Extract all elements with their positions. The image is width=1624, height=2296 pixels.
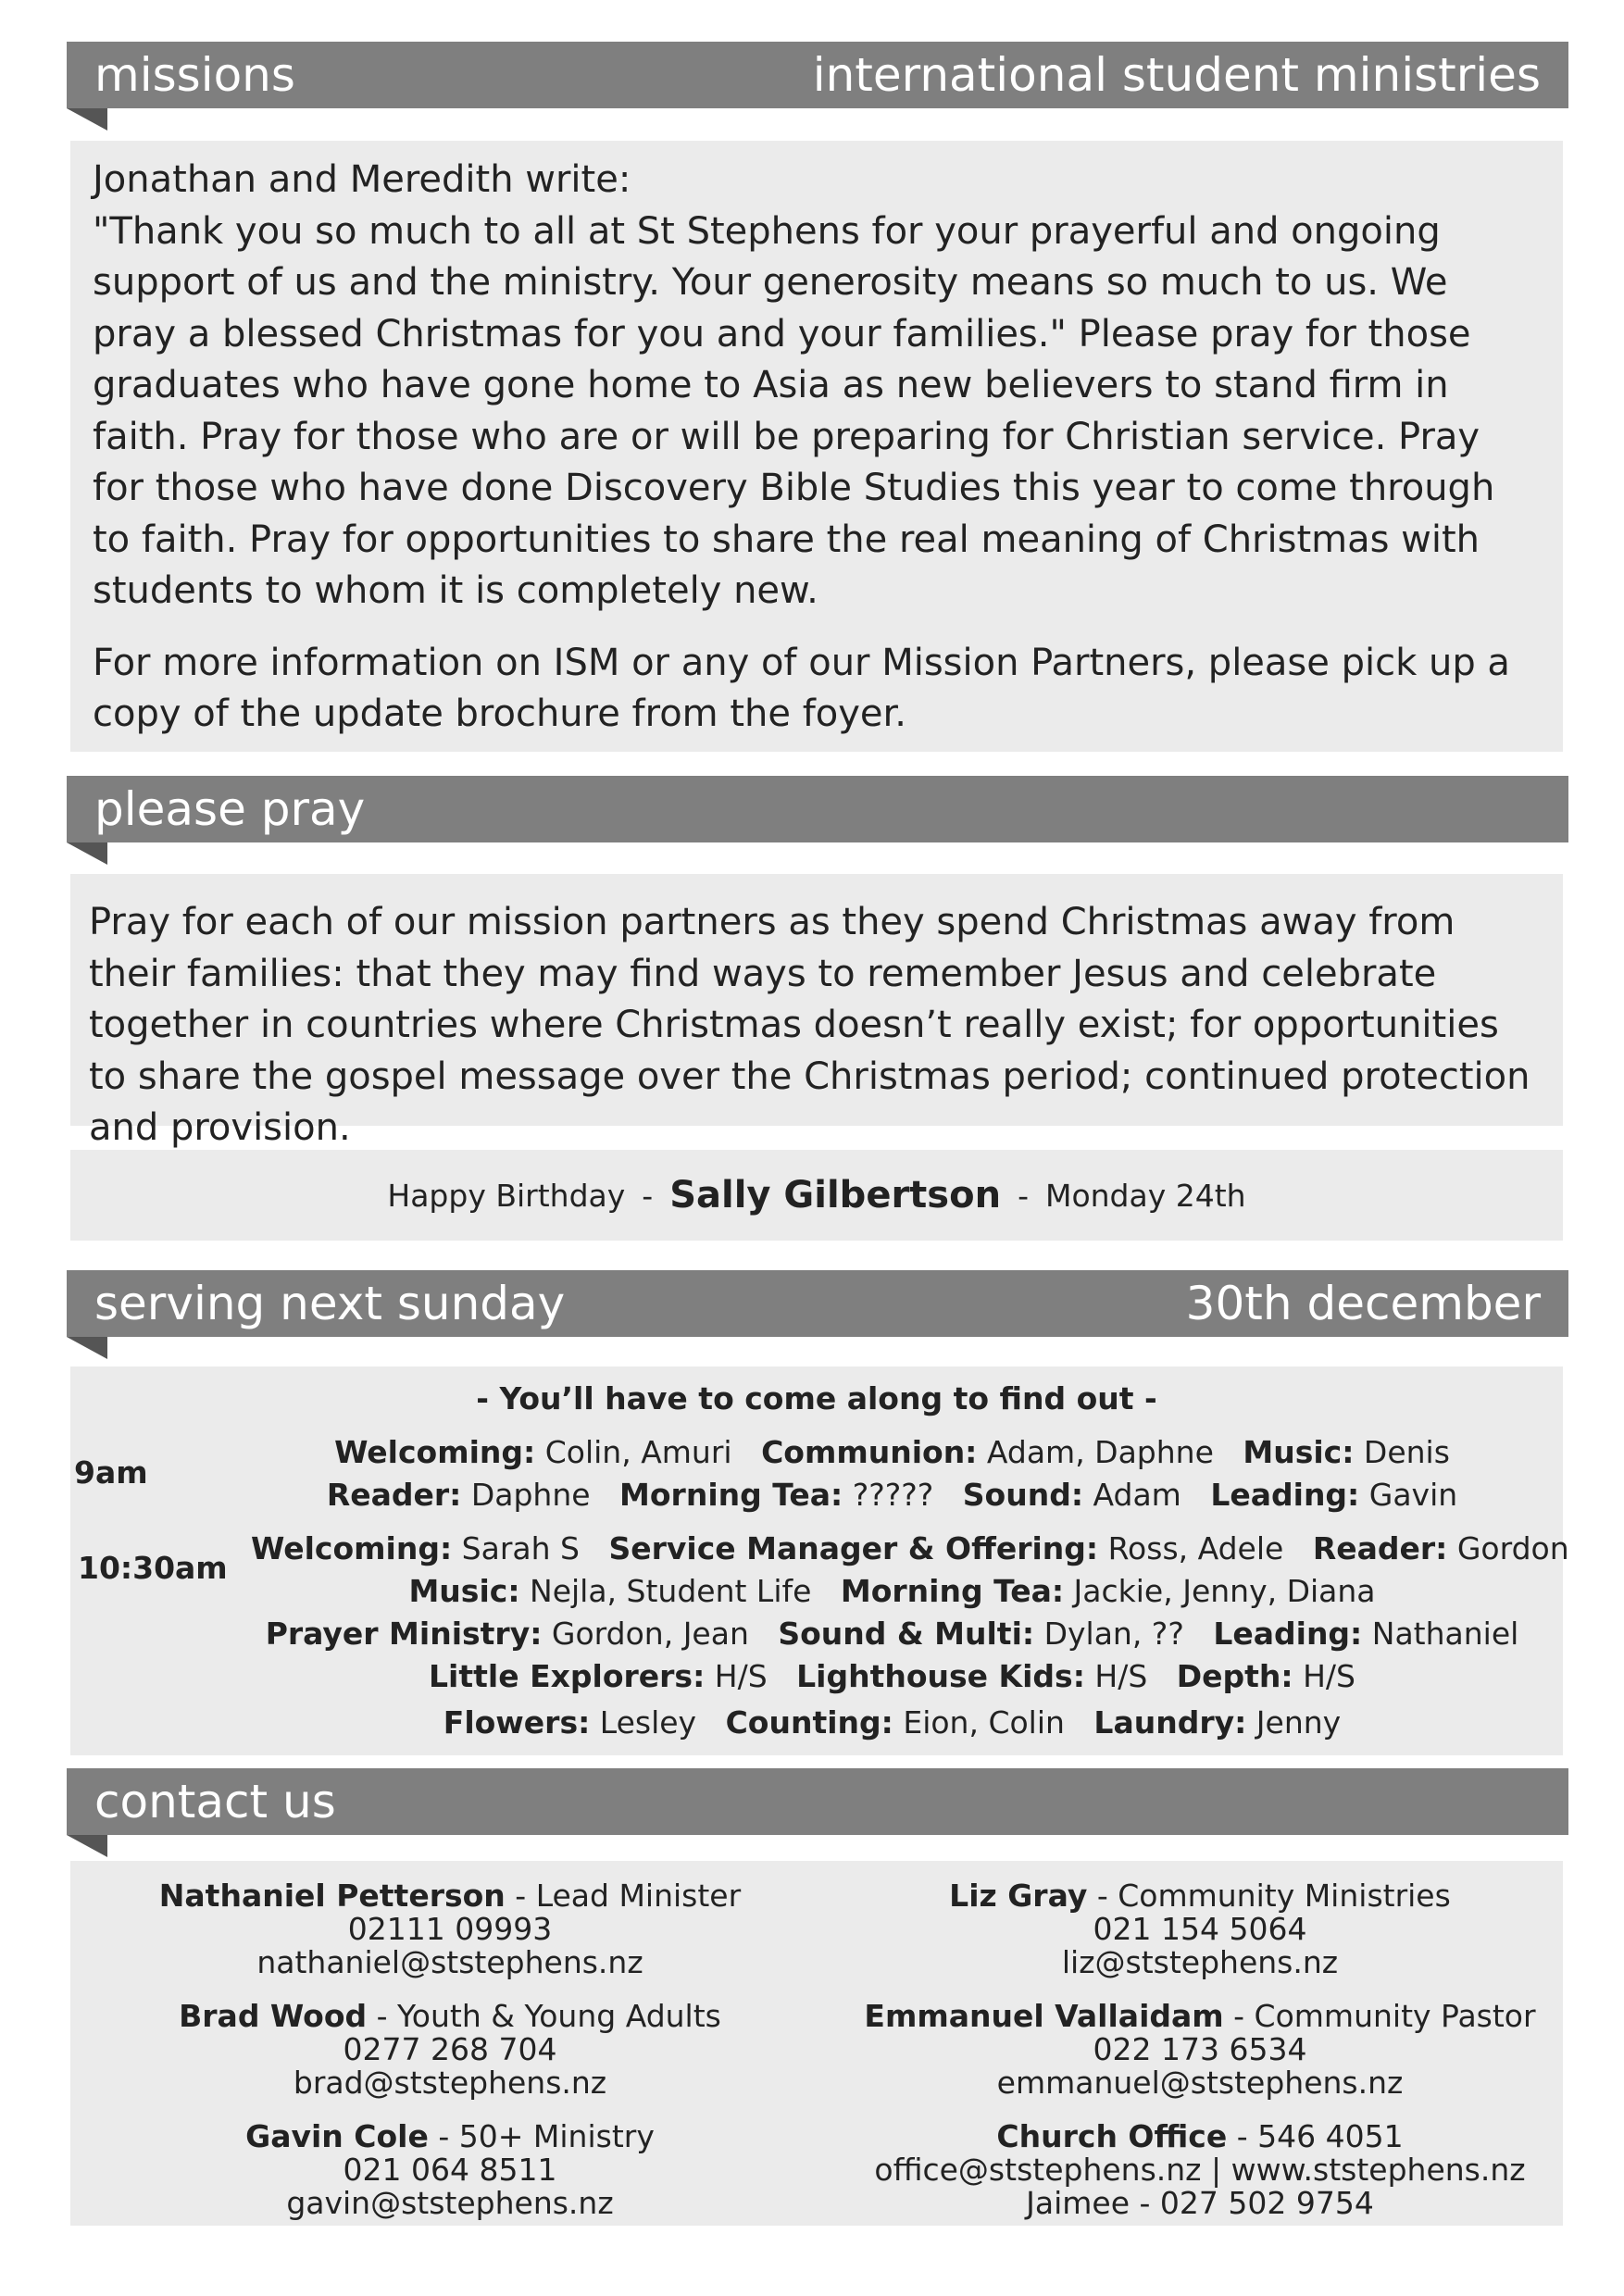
roster-line (251, 1474, 1533, 1516)
serving-header-tail (67, 1337, 107, 1359)
contact-entry (848, 1879, 1552, 1979)
birthday-box (70, 1150, 1563, 1241)
roster-role: Lighthouse Kids: (796, 1658, 1085, 1694)
contact-heading: Emmanuel Vallaidam - Community Pastor (864, 1998, 1536, 2034)
missions-title: missions (94, 48, 295, 102)
serving-box (70, 1366, 1569, 1755)
time-9am: 9am (74, 1454, 148, 1491)
roster-role: Laundry: (1093, 1704, 1247, 1741)
contact-role: 50+ Ministry (458, 2118, 655, 2154)
contact-detail: office@ststephens.nz | www.ststephens.nz (874, 2152, 1526, 2188)
roster-role: Morning Tea: (840, 1573, 1065, 1609)
birthday-name: Sally Gilbertson (669, 1174, 1002, 1217)
roster-names: H/S (1293, 1658, 1355, 1694)
roster-role: Sound & Multi: (778, 1616, 1035, 1652)
roster-names: Gavin (1359, 1477, 1458, 1513)
contact-role: 546 4051 (1257, 2118, 1404, 2154)
roster-names: Lesley (590, 1704, 697, 1741)
roster-names: ????? (843, 1477, 934, 1513)
roster-role: Reader: (326, 1477, 462, 1513)
contact-entry (98, 2120, 802, 2220)
roster-line (251, 1702, 1533, 1744)
roster-role: Welcoming: (334, 1434, 536, 1470)
roster-names: Gordon, Jean (542, 1616, 749, 1652)
roster-names: Gordon (1447, 1530, 1569, 1566)
roster-role: Music: (1243, 1434, 1355, 1470)
contact-header (67, 1768, 1568, 1835)
contact-name: Church Office (996, 2118, 1228, 2154)
missions-intro: Jonathan and Meredith write: (93, 158, 631, 201)
missions-header (67, 42, 1568, 108)
roster-names: Nathaniel (1362, 1616, 1519, 1652)
contact-name: Brad Wood (179, 1998, 368, 2034)
contact-role: Lead Minister (535, 1878, 742, 1914)
contact-name: Liz Gray (949, 1878, 1088, 1914)
roster-names: H/S (705, 1658, 768, 1694)
roster-role: Prayer Ministry: (265, 1616, 543, 1652)
roster-names: Jackie, Jenny, Diana (1064, 1573, 1376, 1609)
contact-detail: 021 064 8511 (343, 2152, 557, 2188)
missions-header-tail (67, 108, 107, 131)
roster-role: Morning Tea: (619, 1477, 843, 1513)
contact-column-left (98, 1879, 802, 2240)
roster-names: Ross, Adele (1098, 1530, 1284, 1566)
roster-names: Nejla, Student Life (519, 1573, 812, 1609)
roster-line (251, 1655, 1533, 1698)
contact-role: Youth & Young Adults (397, 1998, 721, 2034)
roster-9am (251, 1431, 1533, 1516)
contact-heading: Gavin Cole - 50+ Ministry (245, 2118, 655, 2154)
roster-role: Service Manager & Offering: (608, 1530, 1099, 1566)
roster-line (251, 1613, 1533, 1655)
roster-role: Leading: (1213, 1616, 1363, 1652)
contact-entry (98, 2000, 802, 2100)
roster-role: Depth: (1176, 1658, 1293, 1694)
roster-names: Adam (1083, 1477, 1181, 1513)
roster-role: Leading: (1210, 1477, 1360, 1513)
contact-title: contact us (94, 1775, 336, 1828)
contact-detail: nathaniel@ststephens.nz (256, 1944, 643, 1980)
roster-names: Colin, Amuri (535, 1434, 732, 1470)
birthday-day: Monday 24th (1044, 1177, 1246, 1214)
serving-tagline: - You’ll have to come along to find out - (476, 1380, 1157, 1416)
missions-box (70, 141, 1563, 752)
roster-role: Welcoming: (251, 1530, 453, 1566)
serving-header (67, 1270, 1568, 1337)
roster-line (251, 1528, 1569, 1570)
roster-role: Music: (408, 1573, 520, 1609)
roster-role: Flowers: (443, 1704, 591, 1741)
roster-role: Little Explorers: (429, 1658, 706, 1694)
missions-body: "Thank you so much to all at St Stephens for your prayerful and ongoing support of us and the ministry. Your generosity means so much to us. We pray a blessed Christmas for you and your families." Please pray for those graduates who have gone home to Asia as new believers to stand firm in faith. Pray for those who are or will be preparing for Christian service. Pray for those who have done Discovery Bible Studies this year to come through to faith. Pray for opportunities to share the real meaning of Christmas with students to whom it is completely new. (93, 209, 1495, 612)
pray-box (70, 874, 1563, 1149)
roster-names: H/S (1084, 1658, 1148, 1694)
contact-role: Community Ministries (1118, 1878, 1451, 1914)
contact-name: Gavin Cole (245, 2118, 429, 2154)
serving-date: 30th december (1185, 1277, 1541, 1330)
contact-detail: emmanuel@ststephens.nz (996, 2065, 1404, 2101)
roster-line (251, 1570, 1533, 1613)
pray-body: Pray for each of our mission partners as they spend Christmas away from their families: that they may find ways to remember Jesus and celebrate together in countries where Christmas doesn’t really exist; for opportunities to share the gospel message over the Christmas period; continued protection and provision. (89, 901, 1530, 1149)
roster-role: Reader: (1312, 1530, 1448, 1566)
contact-detail: 0277 268 704 (343, 2031, 557, 2067)
contact-heading: Church Office - 546 4051 (996, 2118, 1404, 2154)
roster-names: Eion, Colin (893, 1704, 1065, 1741)
pray-title: please pray (94, 782, 366, 836)
contact-box (70, 1861, 1563, 2226)
roster-role: Communion: (761, 1434, 978, 1470)
contact-detail: 022 173 6534 (1093, 2031, 1307, 2067)
contact-entry (848, 2120, 1552, 2220)
contact-entry (98, 1879, 802, 1979)
contact-detail: liz@ststephens.nz (1061, 1944, 1339, 1980)
contact-detail: 02111 09993 (347, 1911, 553, 1947)
roster-role: Sound: (962, 1477, 1084, 1513)
missions-subtitle: international student ministries (812, 48, 1541, 102)
birthday-separator: - (1018, 1177, 1029, 1214)
roster-names: Adam, Daphne (977, 1434, 1214, 1470)
roster-line (251, 1431, 1533, 1474)
pray-header-tail (67, 842, 107, 865)
roster-names: Dylan, ?? (1034, 1616, 1184, 1652)
contact-name: Nathaniel Petterson (158, 1878, 506, 1914)
serving-title: serving next sunday (94, 1277, 566, 1330)
birthday-label: Happy Birthday (387, 1177, 626, 1214)
pray-header (67, 776, 1568, 842)
roster-role: Counting: (725, 1704, 893, 1741)
contact-detail: Jaimee - 027 502 9754 (1026, 2185, 1374, 2221)
time-1030: 10:30am (78, 1550, 228, 1586)
contact-name: Emmanuel Vallaidam (864, 1998, 1224, 2034)
contact-header-tail (67, 1835, 107, 1857)
roster-names: Jenny (1246, 1704, 1342, 1741)
contact-detail: gavin@ststephens.nz (286, 2185, 614, 2221)
birthday-separator: - (642, 1177, 654, 1214)
contact-heading: Brad Wood - Youth & Young Adults (179, 1998, 721, 2034)
contact-detail: brad@ststephens.nz (293, 2065, 607, 2101)
contact-heading: Nathaniel Petterson - Lead Minister (158, 1878, 742, 1914)
roster-1030 (251, 1528, 1569, 1698)
roster-names: Sarah S (452, 1530, 580, 1566)
contact-heading: Liz Gray - Community Ministries (949, 1878, 1451, 1914)
contact-role: Community Pastor (1254, 1998, 1536, 2034)
roster-extra (251, 1702, 1533, 1744)
contact-detail: 021 154 5064 (1093, 1911, 1307, 1947)
roster-names: Denis (1354, 1434, 1450, 1470)
contact-entry (848, 2000, 1552, 2100)
missions-more-info: For more information on ISM or any of our Mission Partners, please pick up a copy of the update brochure from the foyer. (93, 641, 1510, 735)
roster-names: Daphne (461, 1477, 591, 1513)
contact-column-right (848, 1879, 1552, 2240)
